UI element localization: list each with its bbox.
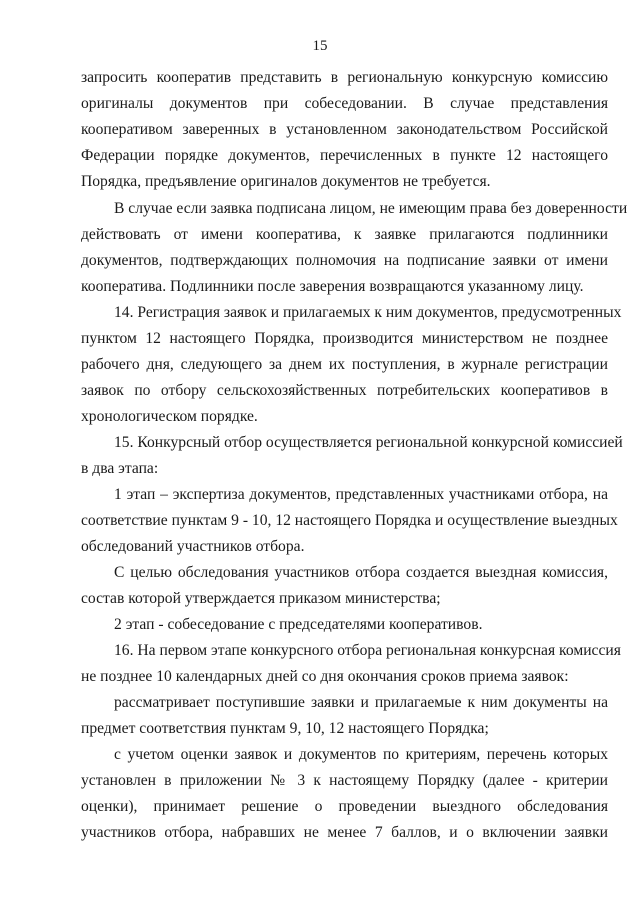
text-line: 15. Конкурсный отбор осуществляется региональной конкурсной комиссией bbox=[114, 434, 623, 451]
paragraph bbox=[81, 560, 608, 612]
text-line: оценки), принимает решение о проведении выездного обследования bbox=[81, 798, 608, 815]
text-line: запросить кооператив представить в региональную конкурсную комиссию bbox=[81, 69, 608, 86]
text-line: рабочего дня, следующего за днем их поступления, в журнале регистрации bbox=[81, 356, 608, 373]
text-line: участников отбора, набравших не менее 7 баллов, и о включении заявки bbox=[81, 824, 608, 841]
text-line: В случае если заявка подписана лицом, не имеющим права без доверенности bbox=[114, 200, 628, 217]
text-line: предмет соответствия пунктам 9, 10, 12 настоящего Порядка; bbox=[81, 720, 489, 737]
text-line: кооперативом заверенных в установленном законодательством Российской bbox=[81, 121, 608, 138]
paragraph bbox=[81, 65, 608, 195]
text-line: установлен в приложении № 3 к настоящему Порядку (далее - критерии bbox=[81, 772, 608, 789]
text-line: С целью обследования участников отбора создается выездная комиссия, bbox=[114, 564, 608, 581]
paragraph bbox=[81, 742, 608, 846]
text-line: состав которой утверждается приказом министерства; bbox=[81, 590, 441, 607]
text-line: 16. На первом этапе конкурсного отбора региональная конкурсная комиссия bbox=[114, 642, 621, 659]
paragraph bbox=[81, 690, 608, 742]
text-line: Порядка, предъявление оригиналов документов не требуется. bbox=[81, 173, 491, 190]
text-line: хронологическом порядке. bbox=[81, 408, 258, 425]
text-line: оригиналы документов при собеседовании. В случае представления bbox=[81, 95, 608, 112]
text-line: в два этапа: bbox=[81, 460, 159, 477]
text-line: рассматривает поступившие заявки и прилагаемые к ним документы на bbox=[114, 694, 608, 711]
text-line: пунктом 12 настоящего Порядка, производится министерством не позднее bbox=[81, 330, 608, 347]
text-line: соответствие пунктам 9 - 10, 12 настоящего Порядка и осуществление выездных bbox=[81, 512, 618, 529]
paragraph bbox=[81, 482, 618, 560]
text-line: Федерации порядке документов, перечисленных в пункте 12 настоящего bbox=[81, 147, 608, 164]
text-line: кооператива. Подлинники после заверения возвращаются указанному лицу. bbox=[81, 278, 584, 295]
text-line: 1 этап – экспертиза документов, представленных участниками отбора, на bbox=[114, 486, 608, 503]
paragraph bbox=[81, 196, 628, 300]
paragraph bbox=[81, 612, 608, 638]
paragraph bbox=[81, 430, 623, 482]
text-line: 2 этап - собеседование с председателями кооперативов. bbox=[114, 616, 483, 633]
text-line: с учетом оценки заявок и документов по критериям, перечень которых bbox=[114, 746, 608, 763]
text-line: обследований участников отбора. bbox=[81, 538, 305, 555]
paragraph bbox=[81, 300, 622, 430]
text-line: не позднее 10 календарных дней со дня окончания сроков приема заявок: bbox=[81, 668, 569, 685]
text-line: заявок по отбору сельскохозяйственных потребительских кооперативов в bbox=[81, 382, 608, 399]
text-line: 14. Регистрация заявок и прилагаемых к ним документов, предусмотренных bbox=[114, 304, 622, 321]
text-line: документов, подтверждающих полномочия на подписание заявки от имени bbox=[81, 252, 608, 269]
paragraph bbox=[81, 638, 621, 690]
text-line: действовать от имени кооператива, к заявке прилагаются подлинники bbox=[81, 226, 608, 243]
page-number: 15 bbox=[312, 38, 328, 54]
